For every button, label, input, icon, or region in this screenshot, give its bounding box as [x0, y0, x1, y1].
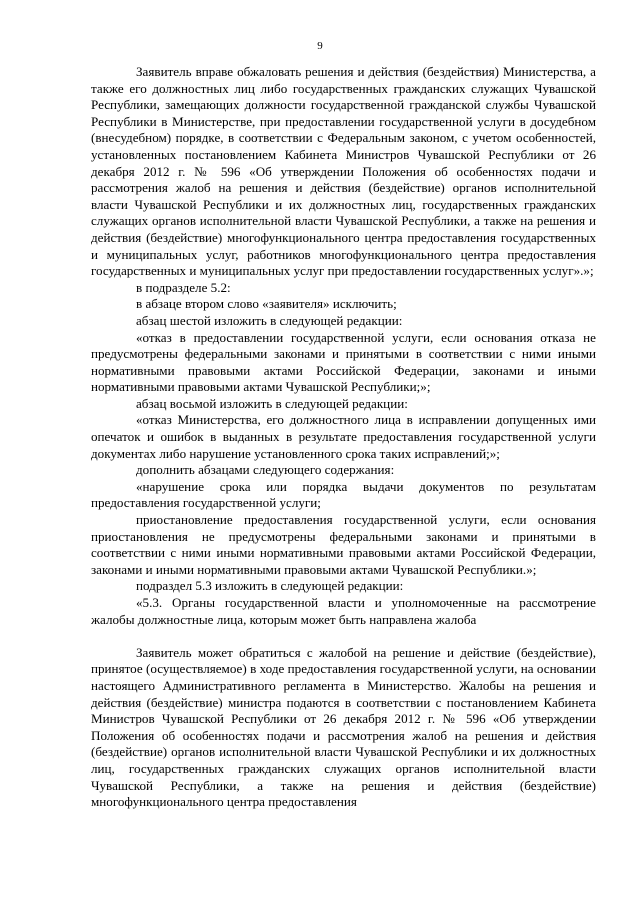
- paragraph-section-5-3-title: «5.3. Органы государственной власти и уполномоченные на рассмотрение жалобы должностные лица, которым может быть направлена жалоба: [91, 595, 596, 627]
- paragraph-eighth-paragraph: абзац восьмой изложить в следующей редакции:: [136, 395, 408, 411]
- paragraph-correction-refusal: «отказ Министерства, его должностного лица в исправлении допущенных ими опечаток и ошибок в выданных в результате предоставления государственной услуги документах либо нарушение установленного срока таких исправлений;»;: [91, 412, 596, 461]
- paragraph-sixth-paragraph: абзац шестой изложить в следующей редакции:: [136, 312, 403, 328]
- paragraph-refusal-text: «отказ в предоставлении государственной услуги, если основания отказа не предусмотрены федеральными законами и принятыми в соответствии с ними иными нормативными правовыми актами Российской Федерации, законами и иными нормативными правовыми актами Чувашской Республики;»;: [91, 329, 596, 395]
- document-body: [91, 64, 596, 811]
- paragraph-complaint-filing: Заявитель может обратиться с жалобой на решение и действие (бездействие), принятое (осуществляемое) в ходе предоставления государственной услуги, на основании настоящего Административного регламента в Министерство. Жалобы на решения и действия (бездействие) министра подаются в соответствии с постановлением Кабинета Министров Чувашской Республики от 26 декабря 2012 г. № 596 «Об утверждении Положения об особенностях подачи и рассмотрения жалоб на решения и действия (бездействие) органов исполнительной власти Чувашской Республики и их должностных лиц, государственных гражданских служащих органов исполнительной власти Чувашской Республики, а также на решения и действия (бездействие) многофункционального центра предоставления: [91, 644, 596, 810]
- paragraph-subsection-5-2: в подразделе 5.2:: [136, 279, 231, 295]
- paragraph-add-paragraphs: дополнить абзацами следующего содержания:: [136, 462, 395, 478]
- paragraph-appeal-right: Заявитель вправе обжаловать решения и действия (бездействия) Министерства, а также его должностных лиц либо государственных гражданских служащих Чувашской Республики, замещающих должности государственной гражданской службы Чувашской Республики в Министерстве, при предоставлении государственной услуги в досудебном (внесудебном) порядке, в соответствии с Федеральным законом, с учетом особенностей, установленных постановлением Кабинета Министров Чувашской Республики от 26 декабря 2012 г. № 596 «Об утверждении Положения об особенностях подачи и рассмотрения жалоб на решения и действия (бездействие) органов исполнительной власти Чувашской Республики и их должностных лиц, государственных гражданских служащих органов исполнительной власти Чувашской Республики, а также на решения и действия (бездействие) многофункционального центра предоставления государственных и муниципальных услуг, работников многофункционального центра предоставления государственных и муниципальных услуг при предоставлении государственных услуг».»;: [91, 64, 596, 279]
- paragraph-subsection-5-3: подраздел 5.3 изложить в следующей редакции:: [136, 578, 404, 594]
- page-number: 9: [317, 40, 323, 52]
- paragraph-exclude-word: в абзаце втором слово «заявителя» исключить;: [136, 296, 397, 312]
- paragraph-spacer: [91, 628, 596, 645]
- paragraph-suspension: приостановление предоставления государственной услуги, если основания приостановления не предусмотрены федеральными законами и принятыми в соответствии с ними иными нормативными правовыми актами Российской Федерации, законами и иными нормативными правовыми актами Чувашской Республики.»;: [91, 512, 596, 577]
- paragraph-deadline-violation: «нарушение срока или порядка выдачи документов по результатам предоставления государственной услуги;: [91, 478, 596, 511]
